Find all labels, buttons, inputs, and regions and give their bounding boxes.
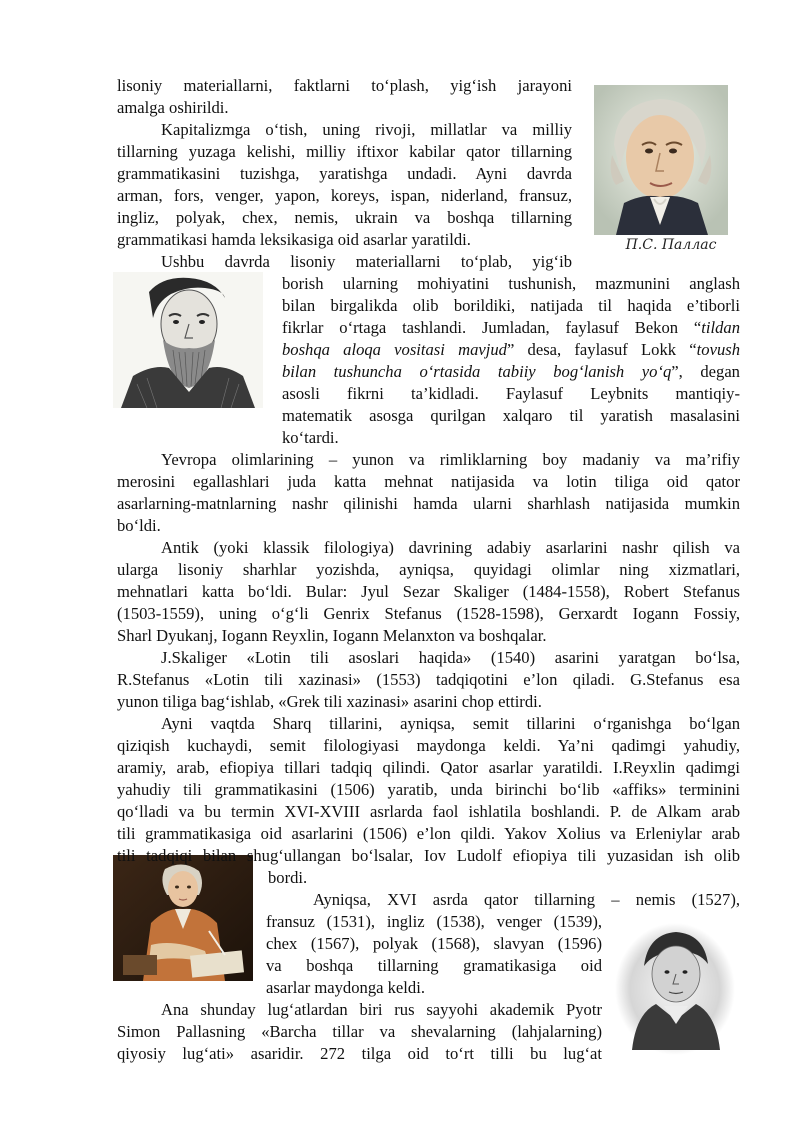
text-line: Ayniqsa, XVI asrda qator tillarning – nemis (1527), [313,890,740,909]
scholar-portrait-image [113,855,253,981]
text-line: yahudiy tili grammatikasini (1506) yaratib, unda birinchi bo‘lib «affiks» terminini [117,780,740,799]
text-line: lisoniy materiallarni, faktlarni to‘plash, yig‘ish jarayoni [117,76,572,95]
pallas-portrait-caption: П.С. Паллас [625,237,717,253]
text-line: asosli fikrni ta’kidladi. Faylasuf Leybnits mantiqiy- [282,384,740,403]
text-line: tillarning yuzaga kelishi, milliy iftixor kabilar qator tillarning [117,142,572,161]
text-line: asarlar maydonga keldi. [266,978,425,997]
bacon-portrait-image [113,272,263,408]
text-line: ko‘tardi. [282,428,339,447]
text-line: grammatikasini tuzishga, yaratishga undadi. Ayni davrda [117,164,572,183]
text-line: Sharl Dyukanj, Iogann Reyxlin, Iogann Melanxton va boshqalar. [117,626,547,645]
text-line: grammatikasi hamda leksikasiga oid asarlar yaratildi. [117,230,471,249]
text-line: va boshqa tillarning gramatikasiga oid [266,956,602,975]
text-line: Ushbu davrda lisoniy materiallarni to‘plab, yig‘ib [161,252,572,271]
pallas-portrait-image [594,85,728,235]
text-line: (1503-1559), uning o‘g‘li Genrix Stefanus (1528-1598), Gerxardt Iogann Fossiy, [117,604,740,623]
text-line: borish ularning mohiyatini tushunish, mazmunini anglash [282,274,740,293]
text-line: asarlarning-matnlarning nashr qilinishi hamda ularni sharhlash natijasida mumkin [117,494,740,513]
text-line: ingliz, polyak, chex, nemis, ukrain va boshqa tillarning [117,208,572,227]
text-line: bilan tushuncha o‘rtasida tabiiy bog‘lanish yo‘q”, degan [282,362,740,381]
text-line: Yevropa olimlarining – yunon va rimliklarning boy madaniy va ma’rifiy [161,450,740,469]
text-line: bordi. [268,868,308,887]
young-man-portrait-image [612,920,738,1058]
text-line: J.Skaliger «Lotin tili asoslari haqida» (1540) asarini yaratgan bo‘lsa, [161,648,740,667]
text-line: chex (1567), polyak (1568), slavyan (1596) [266,934,602,953]
text-line: matematik asosga qurilgan xalqaro til yaratish masalasini [282,406,740,425]
text-line: fikrlar o‘rtaga tashlandi. Jumladan, faylasuf Bekon “tildan [282,318,740,337]
text-line: qiyosiy lug‘ati» asaridir. 272 tilga oid to‘rt tilli bu lug‘at [117,1044,602,1063]
text-line: Antik (yoki klassik filologiya) davrining adabiy asarlarini nashr qilish va [161,538,740,557]
text-line: boshqa aloqa vositasi mavjud” desa, faylasuf Lokk “tovush [282,340,740,359]
text-line: aramiy, arab, efiopiya tillari tadqiq qilindi. Qator asarlar yaratildi. I.Reyxlin qadimgi [117,758,740,777]
text-line: qo‘lladi va bu termin XVI-XVIII asrlarda faol ishlatila boshlandi. P. de Alkam arab [117,802,740,821]
text-line: amalga oshirildi. [117,98,229,117]
text-line: arman, fors, venger, yapon, koreys, ispan, niderland, fransuz, [117,186,572,205]
text-line: Ana shunday lug‘atlardan biri rus sayyohi akademik Pyotr [161,1000,602,1019]
text-line: fransuz (1531), ingliz (1538), venger (1539), [266,912,602,931]
text-line: mehnatlari katta bo‘ldi. Bular: Jyul Sezar Skaliger (1484-1558), Robert Stefanus [117,582,740,601]
text-line: merosini egallashlari juda katta mehnat natijasida va lotin tiliga oid qator [117,472,740,491]
text-line: tili grammatikasiga oid asarlarini (1506) e’lon qildi. Yakov Xolius va Erleniylar arab [117,824,740,843]
text-line: bo‘ldi. [117,516,161,535]
text-line: R.Stefanus «Lotin tili xazinasi» (1553) tadqiqotini e’lon qiladi. G.Stefanus esa [117,670,740,689]
text-line: Ayni vaqtda Sharq tillarini, ayniqsa, semit tillarini o‘rganishga bo‘lgan [161,714,740,733]
text-line: Kapitalizmga o‘tish, uning rivoji, millatlar va milliy [161,120,572,139]
text-line: bilan birgalikda olib borildiki, natijada til haqida e’tiborli [282,296,740,315]
text-line: ularga lisoniy sharhlar yozishda, ayniqsa, quyidagi olimlar ning xizmatlari, [117,560,740,579]
text-line: qiziqish kuchaydi, semit filologiyasi maydonga keldi. Ya’ni qadimgi yahudiy, [117,736,740,755]
text-line: tili tadqiqi bilan shug‘ullangan bo‘lsalar, Iov Ludolf efiopiya tili yuzasidan ish olib [117,846,740,865]
text-line: yunon tiliga bag‘ishlab, «Grek tili xazinasi» asarini chop ettirdi. [117,692,542,711]
text-line: Simon Pallasning «Barcha tillar va shevalarning (lahjalarning) [117,1022,602,1041]
